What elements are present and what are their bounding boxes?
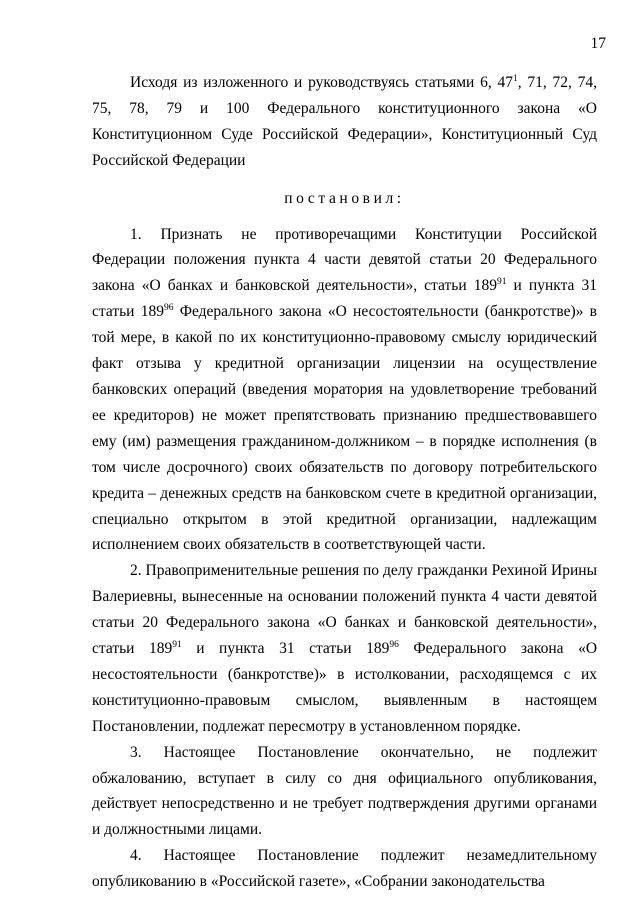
intro-text-end: , 71, 72, 74, 75, 78, 79 и 100 Федерального конституционного закона «О Конституционном Суде Российской Федерации», Конституционный Суд Российской Федерации	[92, 74, 598, 169]
resolution-item-4: 4. Настоящее Постановление подлежит незамедлительному опубликованию в «Российской газете», «Собрании законодательства	[92, 847, 597, 891]
item-1-part-3: Федерального закона «О несостоятельности (банкротстве)» в той мере, в какой по их конституционно-правовому смыслу юридический факт отзыва у кредитной организации лицензии на осуществление банковских операций (введения моратория на удовлетворение требований ее кредиторов) не может препятствовать признанию предшествовавшего ему (им) размещения гражданином-должником – в порядке исполнения (в том числе досрочного) своих обязательств по договору потребительского кредита – денежных средств на банковском счете в кредитной организации, специально открытом в этой кредитной организации, надлежащим исполнением своих обязательств в соответствующей части.	[92, 303, 597, 554]
intro-paragraph	[92, 70, 597, 174]
item-1-superscript-2: 96	[163, 303, 174, 314]
resolution-item-1	[92, 222, 597, 559]
item-2-part-3: Федерального закона «О несостоятельности (банкротстве)» в истолковании, расходящемся с их конституционно-правовым смыслом, выявленным в настоящем Постановлении, подлежат пересмотру в установленном порядке.	[92, 640, 598, 735]
item-2-part-1: 2. Правоприменительные решения по делу гражданки Рехиной Ирины Валериевны, вынесенные на основании положений пункта 4 части девятой статьи 20 Федерального закона «О банках и банковской деятельности», статьи 189	[92, 562, 597, 658]
intro-superscript: 1	[512, 74, 518, 84]
resolution-item-3: 3. Настоящее Постановление окончательно, не подлежит обжалованию, вступает в силу со дня официального опубликования, действует непосредственно и не требует подтверждения другими органами и должностными лицами.	[92, 743, 597, 839]
resolution-item-2	[92, 558, 597, 739]
item-2-superscript-2: 96	[389, 640, 399, 651]
item-2-superscript-1: 91	[172, 640, 182, 651]
page-number: 17	[590, 35, 606, 52]
item-1-part-1: 1. Признать не противоречащими Конституции Российской Федерации положения пункта 4 части девятой статьи 20 Федерального закона «О банках и банковской деятельности», статьи 189	[92, 225, 597, 295]
intro-text-start: Исходя из изложенного и руководствуясь статьями 6, 47	[130, 74, 513, 91]
document-body	[92, 70, 597, 895]
item-1-superscript-1: 91	[496, 277, 507, 288]
item-1-part-2: и пункта 31 статьи 189	[92, 277, 597, 321]
item-2-part-2: и пункта 31 статьи 189	[181, 640, 390, 658]
resolution-heading: постановил:	[284, 189, 405, 207]
